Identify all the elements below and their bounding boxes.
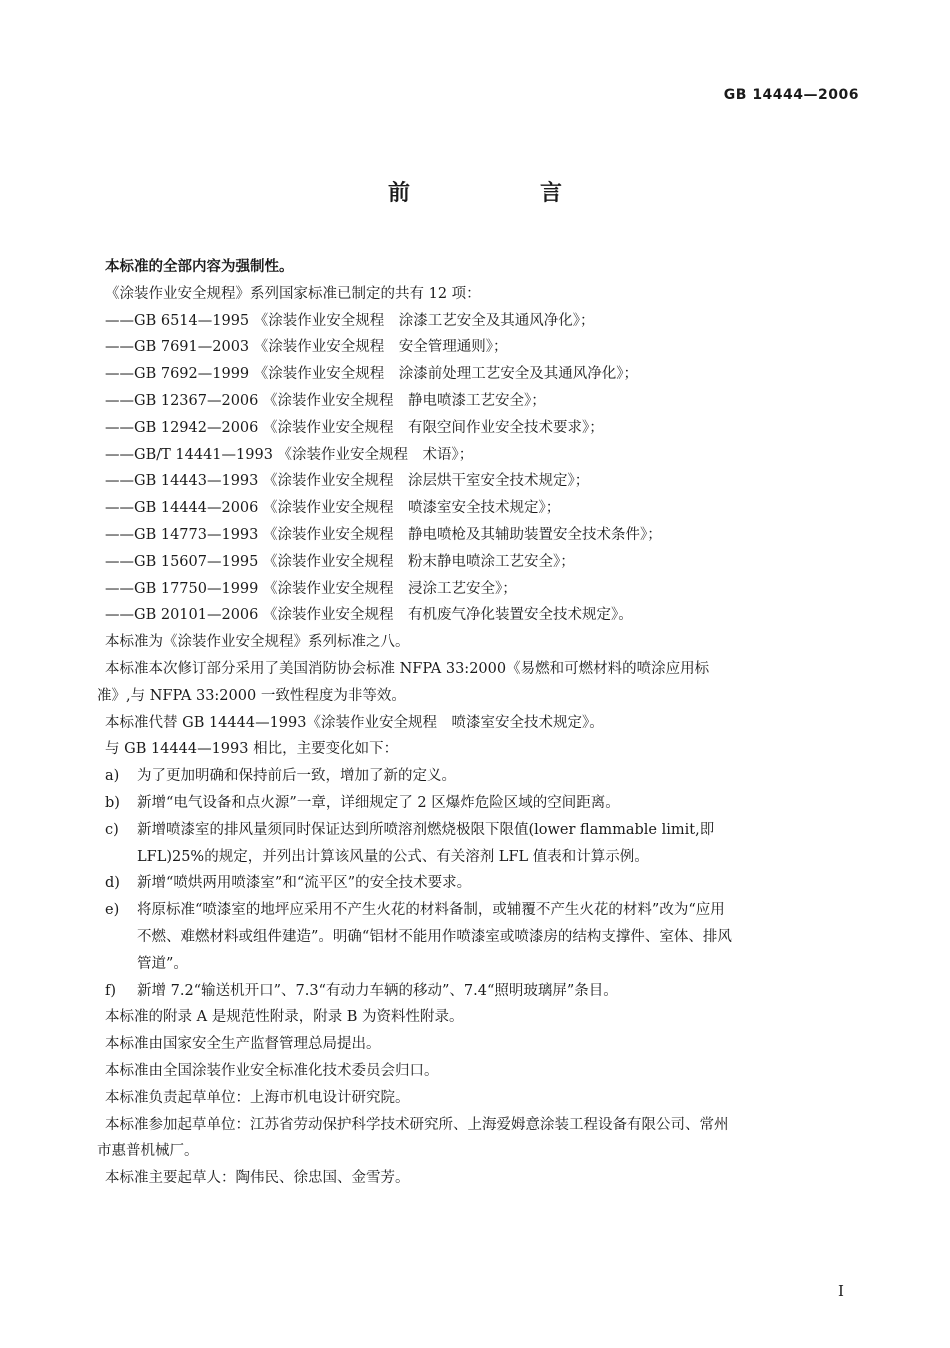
item-text: 将原标准“喷漆室的地坪应采用不产生火花的材料备制，或辅覆不产生火花的材料”改为“应用 <box>137 902 725 919</box>
list-item: ——GB 12942—2006 《涂装作业安全规程 有限空间作业安全技术要求》； <box>105 419 604 436</box>
proposer-statement: 本标准由国家安全生产监督管理总局提出。 <box>105 1036 381 1053</box>
series-intro: 《涂装作业安全规程》系列国家标准已制定的共有 12 项： <box>105 285 481 302</box>
list-item: ——GB/T 14441—1993 《涂装作业安全规程 术语》； <box>105 446 474 463</box>
item-label: d) <box>105 875 120 892</box>
list-item: ——GB 7692—1999 《涂装作业安全规程 涂漆前处理工艺安全及其通风净化》； <box>105 366 639 383</box>
mandatory-statement: 本标准的全部内容为强制性。 <box>105 259 294 275</box>
changes-intro: 与 GB 14444—1993 相比，主要变化如下： <box>105 741 399 758</box>
item-label: a) <box>105 768 120 785</box>
item-text: 新增“电气设备和点火源”一章，详细规定了 2 区爆炸危险区域的空间距离。 <box>137 794 620 811</box>
list-item: ——GB 14444—2006 《涂装作业安全规程 喷漆室安全技术规定》； <box>105 500 561 517</box>
item-text: 新增喷漆室的排风量须同时保证达到所喷溶剂燃烧极限下限值(lower flammable limit,即 <box>137 821 715 838</box>
list-item <box>105 978 857 1005</box>
list-item: ——GB 20101—2006 《涂装作业安全规程 有机废气净化装置安全技术规定》。 <box>105 607 633 624</box>
series-position: 本标准为《涂装作业安全规程》系列标准之八。 <box>105 634 410 651</box>
item-label: e) <box>105 902 120 919</box>
centralizer-statement: 本标准由全国涂装作业安全标准化技术委员会归口。 <box>105 1062 439 1079</box>
item-label: c) <box>105 821 119 838</box>
item-text: 为了更加明确和保持前后一致，增加了新的定义。 <box>137 768 456 785</box>
drafters-statement: 本标准主要起草人：陶伟民、徐忠国、金雪芳。 <box>105 1170 410 1187</box>
item-text: 新增 7.2“输送机开口”、7.3“有动力车辆的移动”、7.4“照明玻璃屏”条目。 <box>137 982 618 999</box>
list-item: ——GB 6514—1995 《涂装作业安全规程 涂漆工艺安全及其通风净化》； <box>105 312 595 329</box>
lead-drafter-statement: 本标准负责起草单位：上海市机电设计研究院。 <box>105 1089 410 1106</box>
item-text-continued: 不燃、难燃材料或组件建造”。明确“铝材不能用作喷漆室或喷漆房的结构支撑件、室体、排风 <box>137 928 732 945</box>
list-item <box>105 897 857 977</box>
co-drafters-line-1: 本标准参加起草单位：江苏省劳动保护科学技术研究所、上海爱姆意涂装工程设备有限公司、常州 <box>105 1116 729 1133</box>
item-label: b) <box>105 794 120 811</box>
list-item <box>105 817 857 871</box>
page-number: I <box>838 1282 844 1300</box>
adoption-line-1: 本标准本次修订部分采用了美国消防协会标准 NFPA 33:2000《易燃和可燃材料的喷涂应用标 <box>105 660 710 677</box>
co-drafters-line-2: 市惠普机械厂。 <box>97 1143 199 1160</box>
item-text-continued: LFL)25%的规定，并列出计算该风量的公式、有关溶剂 LFL 值表和计算示例。 <box>137 848 649 865</box>
list-item: ——GB 14773—1993 《涂装作业安全规程 静电喷枪及其辅助装置安全技术条件》； <box>105 526 662 543</box>
changes-list <box>105 763 857 1004</box>
page-title: 前 言 <box>387 181 616 206</box>
replaces-statement: 本标准代替 GB 14444—1993《涂装作业安全规程 喷漆室安全技术规定》。 <box>105 714 604 731</box>
standard-code: GB 14444—2006 <box>723 87 859 103</box>
list-item: ——GB 17750—1999 《涂装作业安全规程 浸涂工艺安全》； <box>105 580 517 597</box>
list-item: ——GB 12367—2006 《涂装作业安全规程 静电喷漆工艺安全》； <box>105 392 546 409</box>
foreword-body <box>97 254 857 1192</box>
item-label: f) <box>105 982 117 999</box>
list-item: ——GB 7691—2003 《涂装作业安全规程 安全管理通则》； <box>105 339 508 356</box>
adoption-line-2: 准》,与 NFPA 33:2000 一致性程度为非等效。 <box>97 687 406 704</box>
annexes-statement: 本标准的附录 A 是规范性附录，附录 B 为资料性附录。 <box>105 1009 464 1026</box>
list-item <box>105 763 857 790</box>
item-text: 新增“喷烘两用喷漆室”和“流平区”的安全技术要求。 <box>137 875 472 892</box>
series-list <box>105 308 857 630</box>
list-item <box>105 870 857 897</box>
list-item: ——GB 14443—1993 《涂装作业安全规程 涂层烘干室安全技术规定》； <box>105 473 590 490</box>
list-item: ——GB 15607—1995 《涂装作业安全规程 粉末静电喷涂工艺安全》； <box>105 553 575 570</box>
item-text-continued: 管道”。 <box>137 955 188 972</box>
list-item <box>105 790 857 817</box>
